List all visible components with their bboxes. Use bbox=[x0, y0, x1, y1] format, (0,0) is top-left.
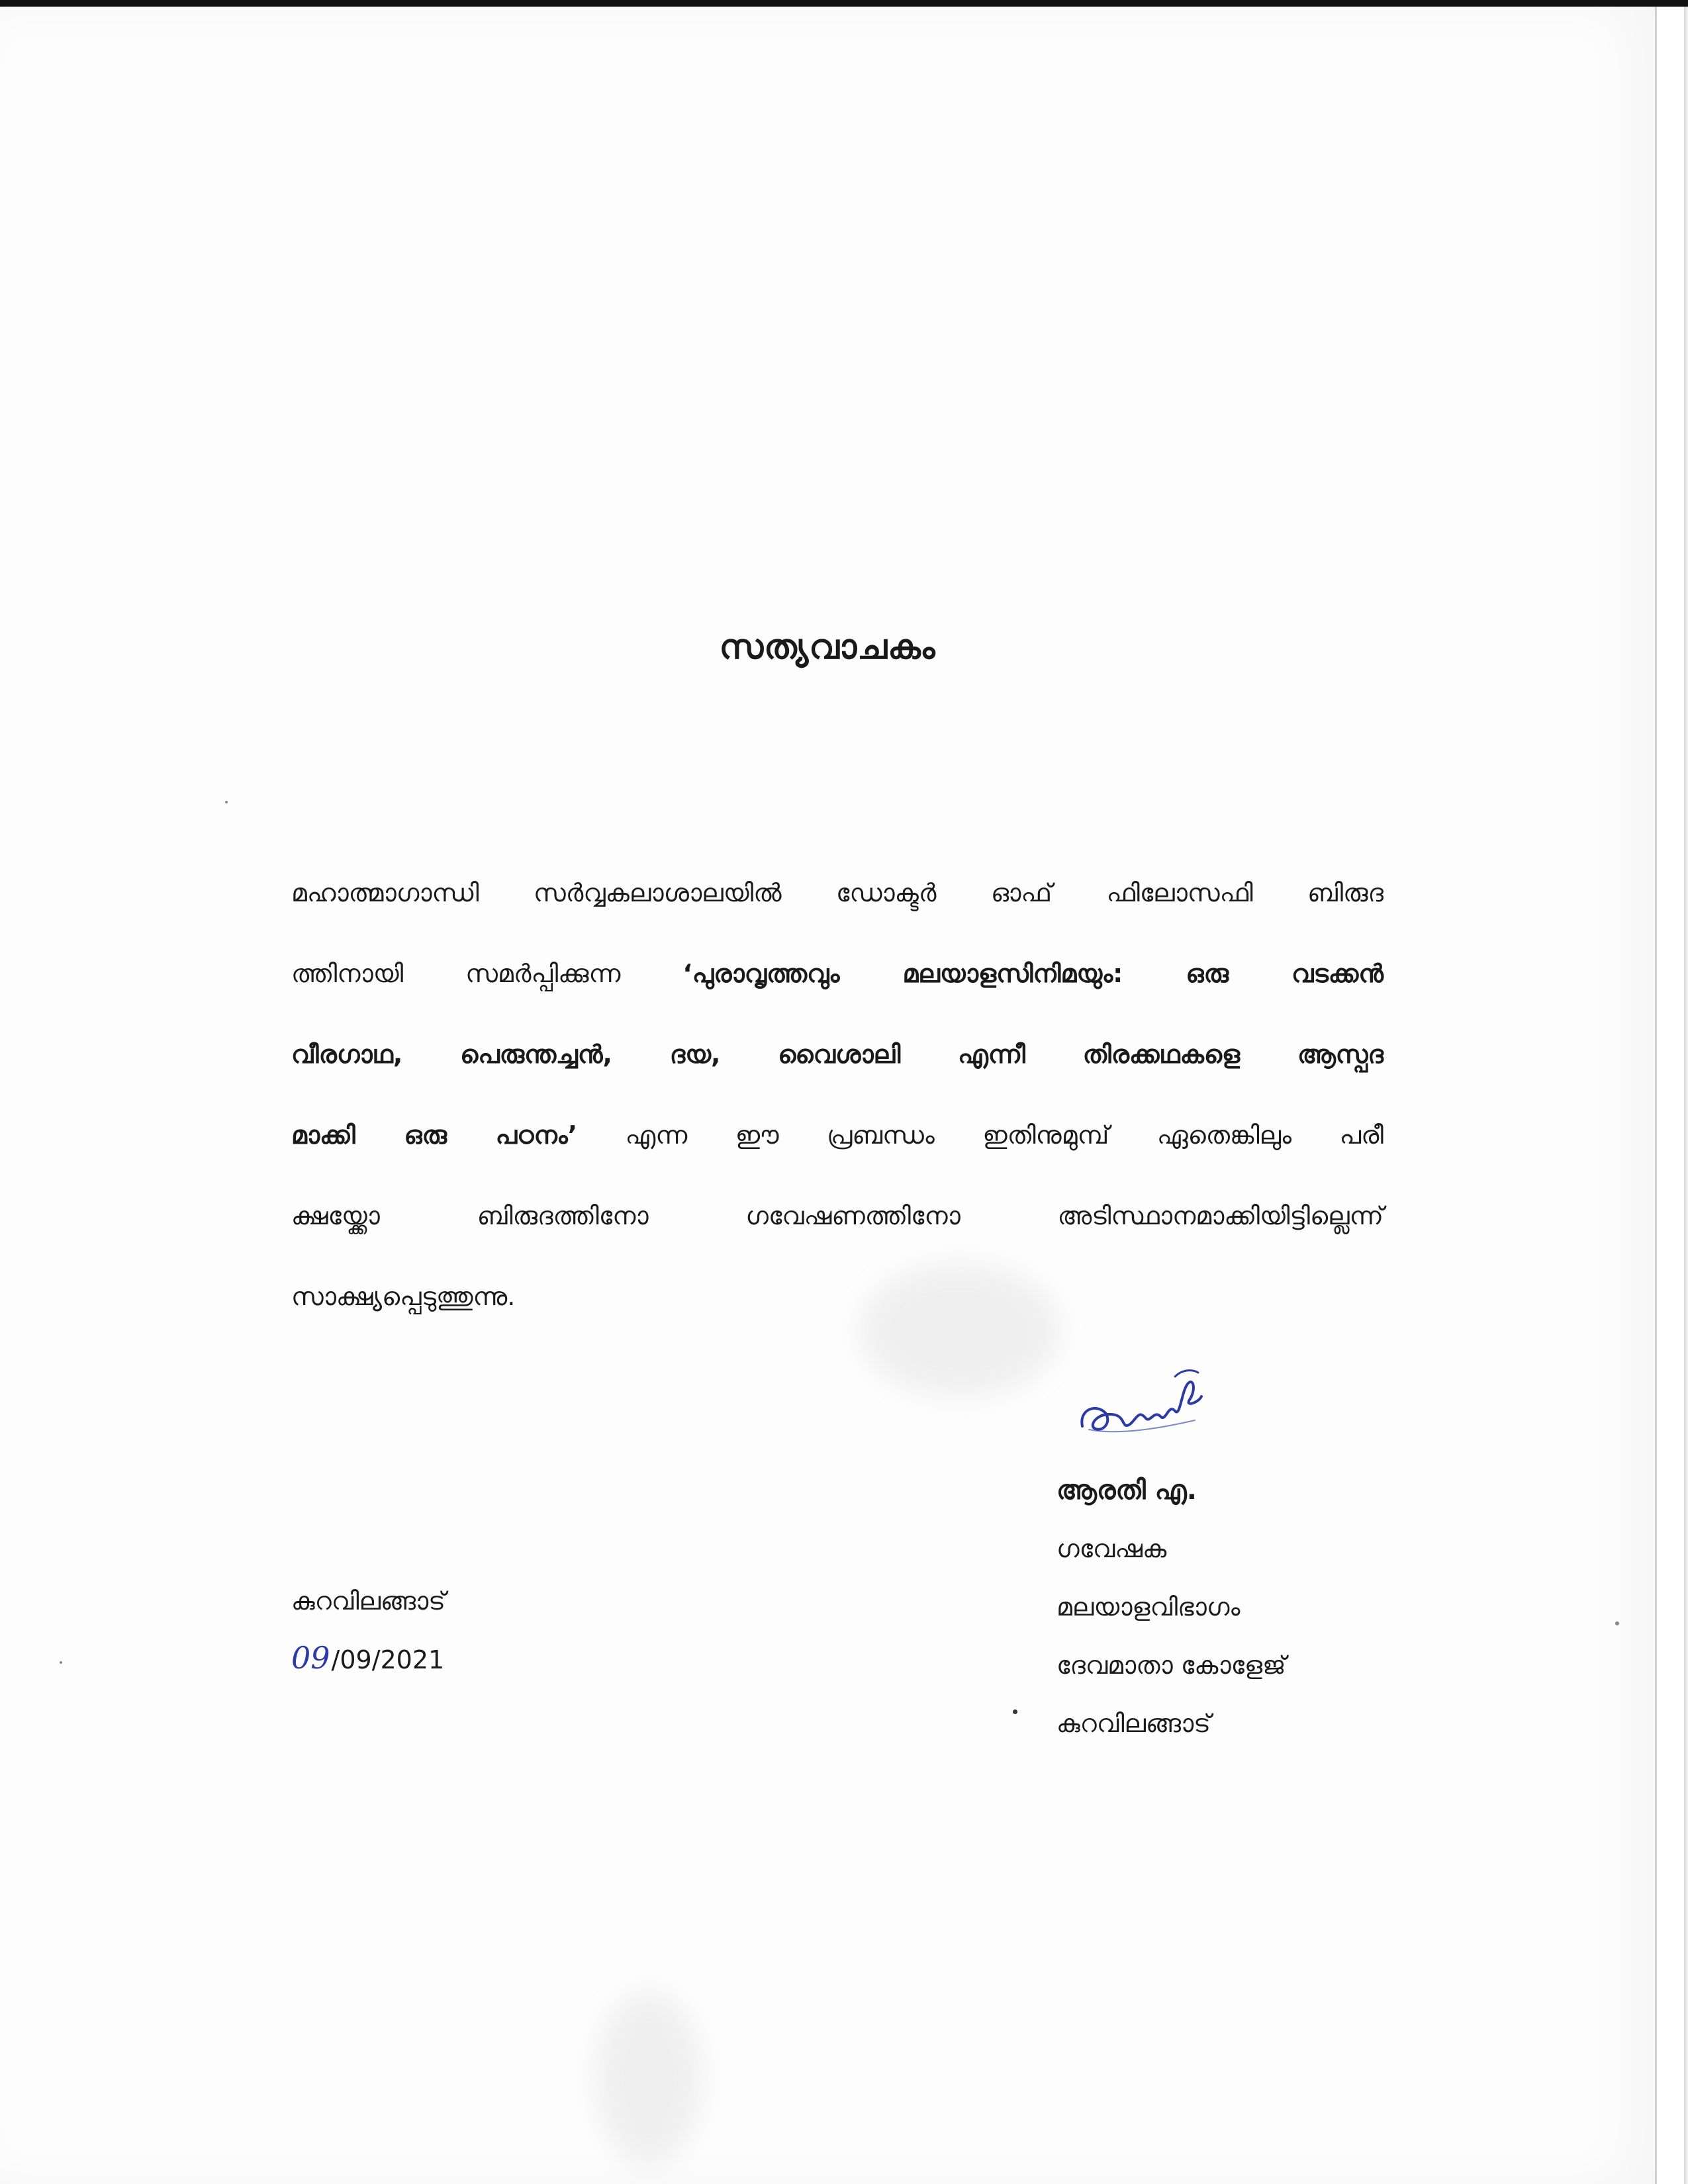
scan-speck bbox=[225, 801, 228, 803]
place-text: കുറവിലങ്ങാട് bbox=[291, 1586, 445, 1615]
scan-speck bbox=[1013, 1709, 1017, 1714]
signatory-block bbox=[1056, 1461, 1286, 1752]
thesis-title-text: ‘പുരാവൃത്തവും മലയാളസിനിമയും: ഒരു വടക്കൻ bbox=[682, 959, 1383, 988]
paragraph-text: എന്ന ഈ പ്രബന്ധം ഇതിനുമുമ്പ് ഏതെങ്കിലും പരീ bbox=[577, 1120, 1384, 1150]
signatory-college: ദേവമാതാ കോളേജ് bbox=[1056, 1651, 1286, 1680]
paragraph-line: സാക്ഷ്യപ്പെടുത്തുന്നു. bbox=[291, 1282, 516, 1311]
document-title: സത്യവാചകം bbox=[719, 627, 936, 667]
paragraph-text: ത്തിനായി സമർപ്പിക്കുന്ന bbox=[291, 959, 683, 988]
paragraph-line: മഹാത്മാഗാന്ധി സർവ്വകലാശാലയിൽ ഡോക്ടർ ഓഫ് ഫിലോസഫി ബിരുദ bbox=[291, 878, 1383, 907]
date-rest: /09/2021 bbox=[331, 1645, 445, 1674]
thesis-title-text: മാക്കി ഒരു പഠനം’ bbox=[291, 1120, 578, 1150]
scan-top-edge bbox=[0, 0, 1688, 7]
scan-smudge bbox=[596, 1992, 702, 2164]
paragraph-line: ക്ഷയ്ക്കോ ബിരുദത്തിനോ ഗവേഷണത്തിനോ അടിസ്ഥാനമാക്കിയിട്ടില്ലെന്ന് bbox=[291, 1201, 1383, 1230]
paragraph-line bbox=[291, 1095, 1383, 1175]
signature bbox=[1076, 1363, 1215, 1449]
signatory-name: ആരതി എ. bbox=[1056, 1475, 1197, 1506]
signatory-department: മലയാളവിഭാഗം bbox=[1056, 1592, 1241, 1621]
declaration-paragraph bbox=[291, 852, 1383, 1337]
thesis-title-line: വീരഗാഥ, പെരുന്തച്ചൻ, ദയ, വൈശാലി എന്നീ തിരക്കഥകളെ ആസ്പദ bbox=[291, 1040, 1383, 1069]
signatory-role: ഗവേഷക bbox=[1056, 1534, 1167, 1563]
scan-speck bbox=[1615, 1621, 1619, 1625]
scan-right-edge bbox=[1684, 7, 1688, 2184]
scan-speck bbox=[60, 1661, 62, 1664]
handwritten-day: 09 bbox=[291, 1640, 330, 1676]
place-date-block bbox=[291, 1572, 445, 1688]
signatory-place: കുറവിലങ്ങാട് bbox=[1056, 1709, 1211, 1738]
paragraph-line bbox=[291, 933, 1383, 1014]
date-text bbox=[291, 1629, 445, 1688]
